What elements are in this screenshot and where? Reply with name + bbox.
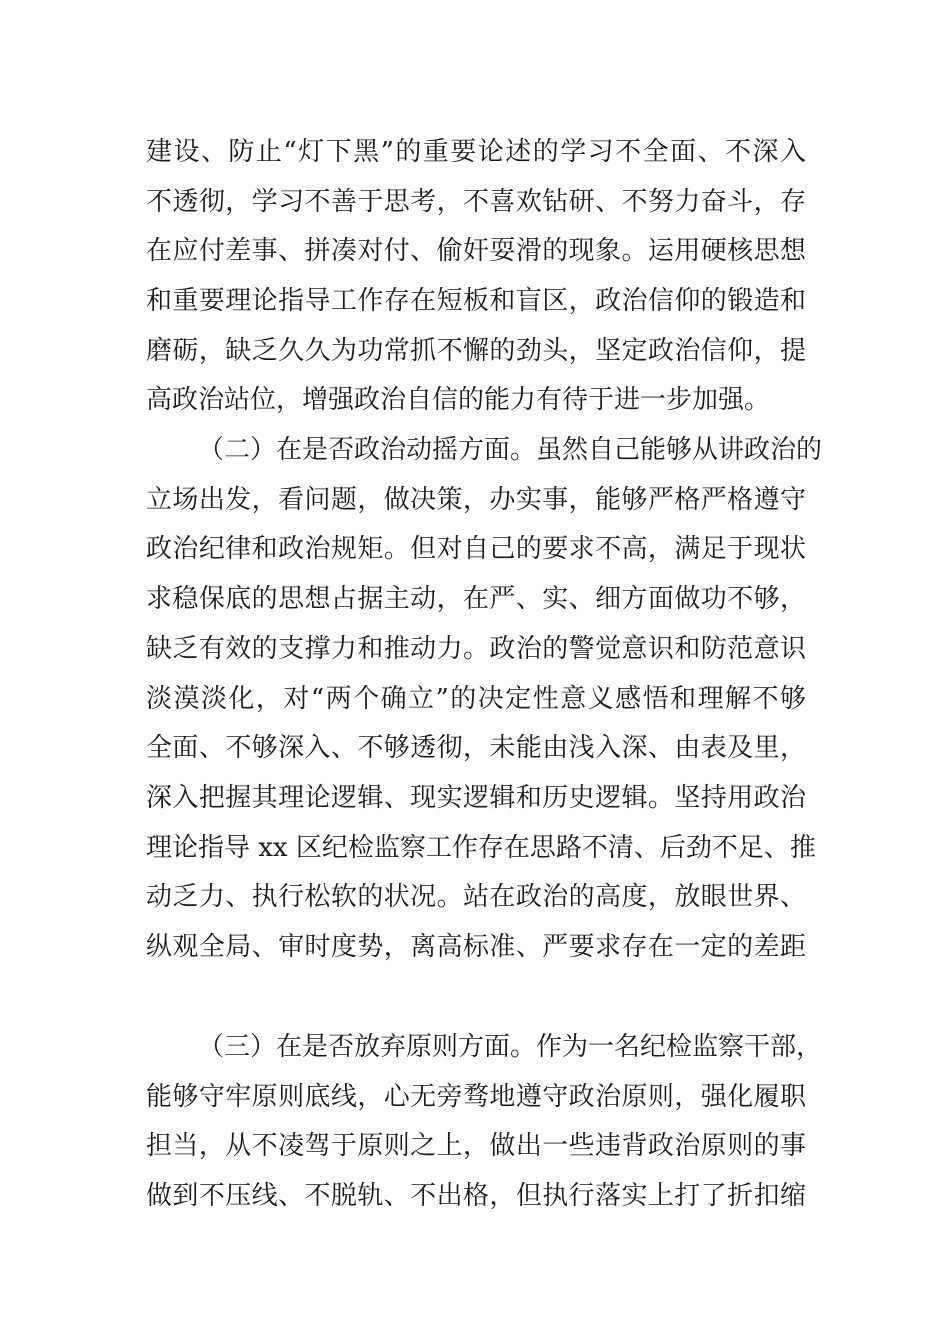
text-line: 和重要理论指导工作存在短板和盲区，政治信仰的锻造和 [146,286,806,316]
text-line: 深入把握其理论逻辑、现实逻辑和历史逻辑。坚持用政治 [146,783,806,813]
text-line: 能够守牢原则底线，心无旁骛地遵守政治原则，强化履职 [146,1082,806,1112]
text-line: 在应付差事、拼凑对付、偷奸耍滑的现象。运用硬核思想 [146,236,806,266]
text-line: 全面、不够深入、不够透彻，未能由浅入深、由表及里， [146,733,806,763]
text-line: 做到不压线、不脱轨、不出格，但执行落实上打了折扣缩 [146,1181,806,1211]
text-line: 建设、防止“灯下黑”的重要论述的学习不全面、不深入 [146,137,806,167]
text-line: 立场出发，看问题，做决策，办实事，能够严格严格遵守 [146,485,806,515]
text-line: 求稳保底的思想占据主动，在严、实、细方面做功不够， [146,584,806,614]
text-line: 不透彻，学习不善于思考，不喜欢钻研、不努力奋斗，存 [146,187,806,217]
text-line: 动乏力、执行松软的状况。站在政治的高度，放眼世界、 [146,882,806,912]
text-line: （二）在是否政治动摇方面。虽然自己能够从讲政治的 [198,435,823,465]
text-line: 缺乏有效的支撑力和推动力。政治的警觉意识和防范意识 [146,634,806,664]
text-line: 担当，从不凌驾于原则之上，做出一些违背政治原则的事 [146,1131,806,1161]
text-line: 高政治站位，增强政治自信的能力有待于进一步加强。 [146,385,771,415]
text-line: （三）在是否放弃原则方面。作为一名纪检监察干部， [198,1032,823,1062]
text-line: 理论指导 xx 区纪检监察工作存在思路不清、后劲不足、推 [146,833,816,863]
text-line: 淡漠淡化，对“两个确立”的决定性意义感悟和理解不够 [146,684,806,714]
text-line: 政治纪律和政治规矩。但对自己的要求不高，满足于现状 [146,534,806,564]
text-line: 磨砺，缺乏久久为功常抓不懈的劲头，坚定政治信仰，提 [146,336,806,366]
text-line: 纵观全局、审时度势，离高标准、严要求存在一定的差距 [146,932,806,962]
